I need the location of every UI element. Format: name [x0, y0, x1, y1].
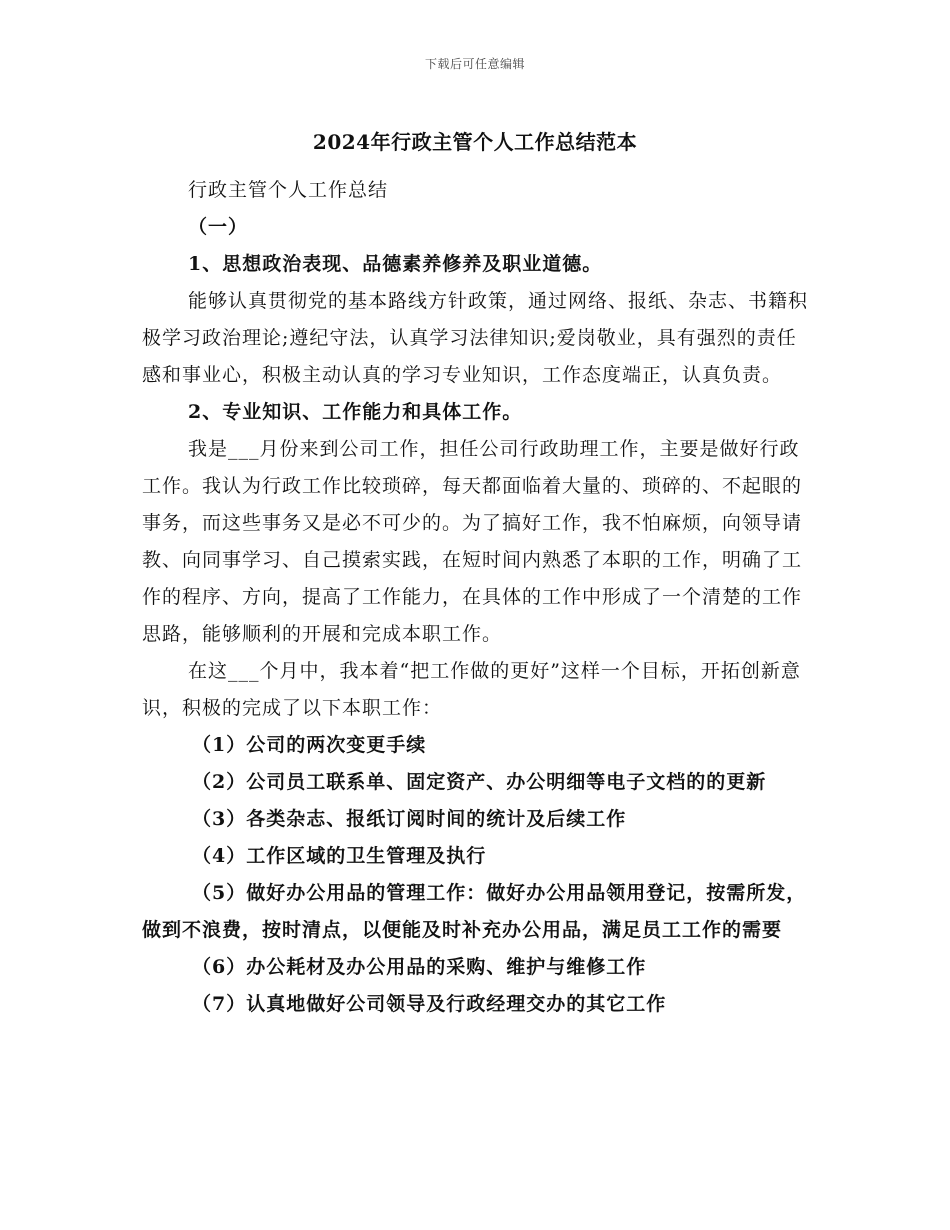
- list-item-2: （2）公司员工联系单、固定资产、办公明细等电子文档的的更新: [192, 771, 767, 793]
- list-item-1: （1）公司的两次变更手续: [192, 734, 427, 756]
- section-marker: （一）: [188, 216, 249, 238]
- document-body: [142, 172, 814, 1023]
- heading-1: 1、思想政治表现、品德素养修养及职业道德。: [188, 253, 603, 275]
- list-item-5: （5）做好办公用品的管理工作：做好办公用品领用登记，按需所发，做到不浪费，按时清点，以便能及时补充办公用品，满足员工工作的需要: [142, 882, 807, 941]
- list-item-6: （6）办公耗材及办公用品的采购、维护与维修工作: [192, 956, 647, 978]
- list-item-7: （7）认真地做好公司领导及行政经理交办的其它工作: [192, 993, 667, 1015]
- document-title: 2024年行政主管个人工作总结范本: [312, 130, 638, 154]
- paragraph-2: 我是___月份来到公司工作，担任公司行政助理工作，主要是做好行政工作。我认为行政工作比较琐碎，每天都面临着大量的、琐碎的、不起眼的事务，而这些事务又是必不可少的。为了搞好工作，我不怕麻烦，向领导请教、向同事学习、自己摸索实践，在短时间内熟悉了本职的工作，明确了工作的程序、方向，提高了工作能力，在具体的工作中形成了一个清楚的工作思路，能够顺利的开展和完成本职工作。: [142, 438, 803, 645]
- paragraph-1: 能够认真贯彻党的基本路线方针政策，通过网络、报纸、杂志、书籍积极学习政治理论;遵纪守法，认真学习法律知识;爱岗敬业，具有强烈的责任感和事业心，积极主动认真的学习专业知识，工作态度端正，认真负责。: [142, 290, 809, 386]
- list-item-4: （4）工作区域的卫生管理及执行: [192, 845, 487, 867]
- document-subtitle: 行政主管个人工作总结: [188, 179, 389, 201]
- list-item-3: （3）各类杂志、报纸订阅时间的统计及后续工作: [192, 808, 627, 830]
- header-watermark: 下载后可任意编辑: [424, 57, 525, 71]
- paragraph-3: 在这___个月中，我本着“把工作做的更好”这样一个目标，开拓创新意识，积极的完成了以下本职工作：: [142, 660, 801, 719]
- heading-2: 2、专业知识、工作能力和具体工作。: [188, 401, 523, 423]
